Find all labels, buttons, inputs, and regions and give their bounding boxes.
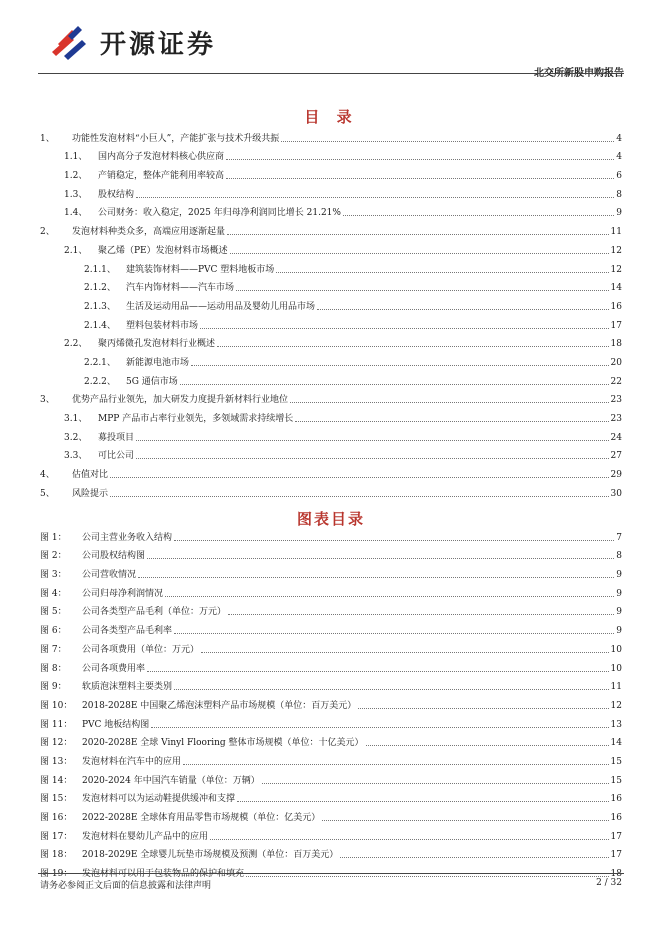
entry-text: 生活及运动用品——运动用品及婴幼儿用品市场 <box>126 301 316 312</box>
entry-page: 7 <box>616 532 622 543</box>
entry-number: 图 13： <box>40 756 73 767</box>
entry-leader <box>226 159 614 160</box>
entry-text: 股权结构 <box>98 189 135 200</box>
toc-entry[interactable] <box>40 637 622 656</box>
toc-entry[interactable] <box>40 369 622 388</box>
entry-page: 18 <box>610 869 622 880</box>
toc-entry[interactable] <box>40 600 622 619</box>
entry-leader <box>174 540 614 541</box>
entry-page: 12 <box>610 245 622 256</box>
entry-text: 发泡材料在汽车中的应用 <box>82 756 182 767</box>
entry-text: 软质泡沫塑料主要类别 <box>82 682 173 693</box>
toc-title: 目 录 <box>304 108 358 126</box>
entry-leader <box>136 197 614 198</box>
entry-leader <box>147 671 609 672</box>
entry-number: 4、 <box>40 470 55 481</box>
toc-entry[interactable] <box>40 843 622 862</box>
entry-leader <box>210 839 609 840</box>
toc-entry[interactable] <box>40 145 622 164</box>
toc-entry[interactable] <box>40 276 622 295</box>
toc-entry[interactable] <box>40 425 622 444</box>
entry-leader <box>237 801 609 802</box>
entry-number: 图 6： <box>40 626 67 637</box>
toc-entry[interactable] <box>40 481 622 500</box>
toc-entry[interactable] <box>40 693 622 712</box>
entry-text: 公司主营业务收入结构 <box>82 532 173 543</box>
entry-number: 图 9： <box>40 682 67 693</box>
entry-number: 图 16： <box>40 813 73 823</box>
toc-entry[interactable] <box>40 350 622 369</box>
entry-number: 2.2.1、 <box>84 357 116 368</box>
entry-leader <box>147 558 614 559</box>
entry-leader <box>290 402 609 403</box>
entry-page: 24 <box>610 432 622 443</box>
entry-number: 图 3： <box>40 570 67 581</box>
entry-number: 图 7： <box>40 644 67 655</box>
entry-text: 2020-2024 年中国汽车销量（单位：万辆） <box>82 775 260 786</box>
entry-page: 9 <box>616 607 622 618</box>
entry-page: 17 <box>610 831 622 842</box>
entry-page: 15 <box>610 775 622 786</box>
entry-text: 公司各项费用率 <box>82 663 146 674</box>
page-header <box>38 14 624 79</box>
entry-page: 12 <box>610 700 622 711</box>
entry-leader <box>230 253 609 254</box>
entry-page: 27 <box>610 451 622 462</box>
entry-text: 公司各类型产品毛利（单位：万元） <box>82 607 227 618</box>
entry-leader <box>151 727 608 728</box>
entry-text: 发泡材料可以用于包装物品的保护和填充 <box>82 869 245 880</box>
entry-number: 1.4、 <box>64 208 88 219</box>
entry-leader <box>276 272 608 273</box>
entry-number: 1.3、 <box>64 189 88 200</box>
entry-page: 30 <box>610 488 622 499</box>
entry-leader <box>201 652 609 653</box>
page-number: 2 / 32 <box>596 878 622 888</box>
toc-entry[interactable] <box>40 406 622 425</box>
entry-number: 2.1、 <box>64 245 88 256</box>
entry-leader <box>343 215 614 216</box>
entry-page: 8 <box>616 189 622 200</box>
toc-entry[interactable] <box>40 219 622 238</box>
entry-leader <box>174 633 614 634</box>
toc-list <box>40 126 622 500</box>
entry-text: 聚乙烯（PE）发泡材料市场概述 <box>98 245 228 256</box>
entry-text: 功能性发泡材料“小巨人”，产能扩张与技术升级共振 <box>72 133 280 144</box>
entry-page: 6 <box>616 171 622 182</box>
entry-page: 14 <box>610 283 622 294</box>
entry-text: 塑料包装材料市场 <box>126 320 199 331</box>
company-logo <box>48 20 216 64</box>
entry-text: 2018-2029E 全球婴儿玩垫市场规模及预测（单位：百万美元） <box>82 850 339 861</box>
entry-leader <box>180 384 609 385</box>
entry-text: 公司营收情况 <box>82 570 137 581</box>
entry-leader <box>136 458 609 459</box>
entry-leader <box>295 421 608 422</box>
entry-number: 图 4： <box>40 588 67 599</box>
report-type: 北交所新股申购报告 <box>534 68 624 79</box>
entry-text: 发泡材料在婴幼儿产品中的应用 <box>82 831 209 842</box>
toc-entry[interactable] <box>40 238 622 257</box>
toc-entry[interactable] <box>40 257 622 276</box>
entry-number: 1.2、 <box>64 171 88 182</box>
entry-page: 9 <box>616 626 622 637</box>
entry-page: 11 <box>610 227 622 238</box>
entry-page: 11 <box>610 682 622 693</box>
entry-text: 公司归母净利润情况 <box>82 588 164 599</box>
entry-number: 图 11： <box>40 719 73 730</box>
entry-number: 1、 <box>40 133 55 144</box>
entry-leader <box>217 346 609 347</box>
toc-entry[interactable] <box>40 544 622 563</box>
entry-number: 图 17： <box>40 831 73 842</box>
toc-entry[interactable] <box>40 388 622 407</box>
toc-entry[interactable] <box>40 787 622 806</box>
entry-text: 可比公司 <box>98 451 135 462</box>
entry-number: 图 8： <box>40 663 67 674</box>
entry-number: 2.2.2、 <box>84 376 116 387</box>
entry-text: 产销稳定，整体产能利用率较高 <box>98 171 225 182</box>
entry-leader <box>246 876 609 877</box>
entry-leader <box>165 596 614 597</box>
entry-number: 图 19： <box>40 869 73 880</box>
entry-text: 国内高分子发泡材料核心供应商 <box>98 152 225 163</box>
entry-text: 建筑装饰材料——PVC 塑料地板市场 <box>126 264 275 275</box>
entry-page: 9 <box>616 208 622 219</box>
toc-entry[interactable] <box>40 201 622 220</box>
entry-number: 3.3、 <box>64 451 88 462</box>
entry-number: 2.1.1、 <box>84 264 116 275</box>
entry-page: 10 <box>610 663 622 674</box>
entry-page: 4 <box>616 152 622 163</box>
entry-page: 13 <box>610 719 622 730</box>
figures-title: 图表目录 <box>296 510 365 528</box>
entry-page: 18 <box>610 339 622 350</box>
entry-page: 22 <box>610 376 622 387</box>
entry-page: 17 <box>610 850 622 861</box>
footer-disclaimer: 请务必参阅正文后面的信息披露和法律声明 <box>40 881 212 891</box>
entry-number: 2、 <box>40 227 55 238</box>
toc-entry[interactable] <box>40 525 622 544</box>
entry-text: 5G 通信市场 <box>126 376 178 387</box>
entry-leader <box>136 440 609 441</box>
entry-page: 15 <box>610 756 622 767</box>
entry-leader <box>227 234 609 235</box>
entry-page: 16 <box>610 794 622 805</box>
entry-number: 2.1.4、 <box>84 320 116 331</box>
entry-leader <box>366 745 609 746</box>
entry-text: 新能源电池市场 <box>126 357 190 368</box>
toc-entry[interactable] <box>40 444 622 463</box>
entry-number: 图 5： <box>40 607 67 618</box>
entry-number: 图 10： <box>40 700 73 711</box>
entry-leader <box>110 496 609 497</box>
toc-entry[interactable] <box>40 618 622 637</box>
entry-text: 优势产品行业领先，加大研发力度提升新材料行业地位 <box>72 395 289 406</box>
entry-number: 3.2、 <box>64 432 88 443</box>
entry-text: 发泡材料种类众多，高端应用逐渐起量 <box>72 227 226 238</box>
entry-page: 12 <box>610 264 622 275</box>
entry-page: 9 <box>616 588 622 599</box>
entry-leader <box>110 477 609 478</box>
figures-list <box>40 525 622 880</box>
entry-leader <box>228 614 614 615</box>
toc-entry[interactable] <box>40 805 622 824</box>
entry-text: 风险提示 <box>72 488 109 499</box>
toc-entry[interactable] <box>40 656 622 675</box>
entry-page: 16 <box>610 813 622 823</box>
entry-page: 20 <box>610 357 622 368</box>
entry-leader <box>322 820 608 821</box>
entry-text: 汽车内饰材料——汽车市场 <box>126 283 235 294</box>
entry-leader <box>358 708 608 709</box>
entry-page: 17 <box>610 320 622 331</box>
footer-divider <box>38 873 624 874</box>
entry-text: 公司财务：收入稳定，2025 年归母净利润同比增长 21.21% <box>98 208 341 219</box>
entry-page: 23 <box>610 395 622 406</box>
entry-number: 1.1、 <box>64 152 88 163</box>
entry-number: 2.2、 <box>64 339 88 350</box>
entry-page: 4 <box>616 133 622 144</box>
entry-page: 10 <box>610 644 622 655</box>
entry-number: 2.1.3、 <box>84 301 116 312</box>
entry-text: 公司股权结构图 <box>82 551 146 562</box>
logo-icon <box>48 22 92 62</box>
entry-page: 29 <box>610 470 622 481</box>
toc-entry[interactable] <box>40 768 622 787</box>
entry-leader <box>191 365 609 366</box>
entry-leader <box>183 764 609 765</box>
toc-entry[interactable] <box>40 182 622 201</box>
entry-page: 16 <box>610 301 622 312</box>
toc-entry[interactable] <box>40 126 622 145</box>
entry-number: 图 15： <box>40 794 73 805</box>
entry-number: 图 1： <box>40 532 67 543</box>
entry-text: 公司各项费用（单位：万元） <box>82 644 200 655</box>
entry-leader <box>200 328 609 329</box>
entry-page: 14 <box>610 738 622 749</box>
entry-number: 图 12： <box>40 738 73 749</box>
toc-entry[interactable] <box>40 675 622 694</box>
entry-leader <box>317 309 609 310</box>
entry-leader <box>340 857 608 858</box>
entry-text: 2020-2028E 全球 Vinyl Flooring 整体市场规模（单位：十亿美元） <box>82 738 364 749</box>
entry-number: 5、 <box>40 488 55 499</box>
toc-entry[interactable] <box>40 332 622 351</box>
entry-leader <box>236 290 609 291</box>
entry-page: 8 <box>616 551 622 562</box>
entry-leader <box>226 178 614 179</box>
toc-entry[interactable] <box>40 731 622 750</box>
entry-number: 3、 <box>40 395 55 406</box>
entry-text: 估值对比 <box>72 470 109 481</box>
toc-entry[interactable] <box>40 562 622 581</box>
entry-text: 募投项目 <box>98 432 135 443</box>
entry-text: 聚丙烯微孔发泡材料行业概述 <box>98 339 216 350</box>
toc-entry[interactable] <box>40 581 622 600</box>
entry-leader <box>281 141 614 142</box>
entry-text: MPP 产品市占率行业领先，多领域需求持续增长 <box>98 414 294 424</box>
entry-leader <box>262 783 609 784</box>
entry-number: 3.1、 <box>64 414 88 424</box>
toc-entry[interactable] <box>40 462 622 481</box>
entry-number: 2.1.2、 <box>84 283 116 294</box>
toc-entry[interactable] <box>40 824 622 843</box>
entry-number: 图 14： <box>40 775 73 786</box>
entry-leader <box>174 689 609 690</box>
entry-number: 图 18： <box>40 850 73 861</box>
entry-text: 发泡材料可以为运动鞋提供缓冲和支撑 <box>82 794 236 805</box>
entry-text: PVC 地板结构图 <box>82 719 150 730</box>
header-divider <box>38 73 624 74</box>
toc-entry[interactable] <box>40 749 622 768</box>
toc-entry[interactable] <box>40 163 622 182</box>
entry-text: 2022-2028E 全球体育用品零售市场规模（单位：亿美元） <box>82 813 321 823</box>
entry-leader <box>138 577 614 578</box>
toc-entry[interactable] <box>40 294 622 313</box>
toc-entry[interactable] <box>40 313 622 332</box>
toc-entry[interactable] <box>40 712 622 731</box>
entry-text: 公司各类型产品毛利率 <box>82 626 173 637</box>
entry-number: 图 2： <box>40 551 67 562</box>
entry-text: 2018-2028E 中国聚乙烯泡沫塑料产品市场规模（单位：百万美元） <box>82 700 357 711</box>
logo-text: 开源证券 <box>100 29 217 60</box>
entry-page: 23 <box>610 414 622 424</box>
entry-page: 9 <box>616 570 622 581</box>
